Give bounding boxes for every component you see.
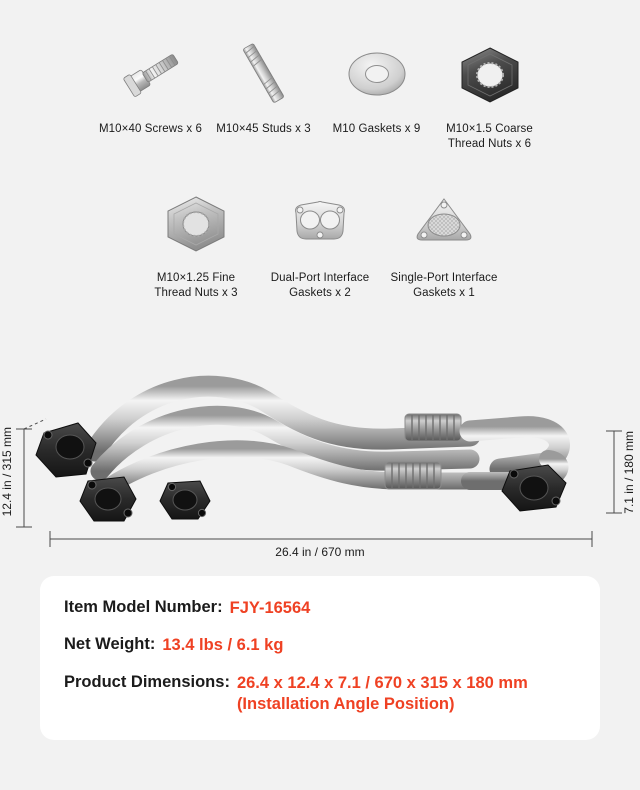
spec-row-model-number <box>64 598 600 619</box>
threaded-stud-icon <box>214 30 314 118</box>
spec-key: Net Weight: <box>64 635 156 654</box>
spec-row-product-dimensions <box>64 673 600 716</box>
part-item <box>382 179 506 300</box>
part-item <box>207 30 320 137</box>
hardware-parts-section <box>0 0 640 301</box>
part-label: M10×1.25 Fine Thread Nuts x 3 <box>154 272 238 300</box>
part-item <box>320 30 433 137</box>
part-label: M10 Gaskets x 9 <box>332 123 421 135</box>
dimension-width: 26.4 in / 670 mm <box>275 544 365 559</box>
spec-value: 26.4 x 12.4 x 7.1 / 670 x 315 x 180 mm <box>236 673 528 692</box>
spec-row-net-weight <box>64 635 600 656</box>
spec-value: FJY-16564 <box>229 599 311 617</box>
flat-washer-icon <box>327 30 427 118</box>
part-label: Dual-Port Interface Gaskets x 2 <box>270 272 370 300</box>
hex-nut-icon <box>440 30 540 118</box>
head-flange-left <box>36 423 96 477</box>
hex-nut-icon <box>146 179 246 267</box>
spec-key: Product Dimensions: <box>64 672 230 691</box>
head-flange-mid <box>80 477 136 521</box>
part-label: M10×1.5 Coarse Thread Nuts x 6 <box>446 123 533 150</box>
dual-port-gasket-icon <box>270 179 370 267</box>
spec-value-note: (Installation Angle Position) <box>236 695 455 714</box>
part-item <box>258 179 382 300</box>
hardware-row-2 <box>14 179 626 300</box>
part-label: M10×45 Studs x 3 <box>216 123 311 135</box>
spec-value-group <box>237 673 528 716</box>
part-item <box>94 30 207 137</box>
part-item <box>433 30 546 151</box>
spec-key: Item Model Number: <box>64 598 223 616</box>
product-diagram <box>0 331 640 561</box>
part-item <box>134 179 258 300</box>
product-spec-card <box>40 576 600 740</box>
dimension-right-height: 7.1 in / 180 mm <box>622 430 636 514</box>
part-label: M10×40 Screws x 6 <box>98 123 202 135</box>
hardware-row-1 <box>14 30 626 151</box>
single-port-gasket-icon <box>394 179 494 267</box>
dimension-left-height: 12.4 in / 315 mm <box>0 426 14 517</box>
hex-bolt-icon <box>101 30 201 118</box>
part-label: Single-Port Interface Gaskets x 1 <box>390 272 498 300</box>
spec-value: 13.4 lbs / 6.1 kg <box>162 636 284 655</box>
head-flange-right <box>160 481 210 519</box>
